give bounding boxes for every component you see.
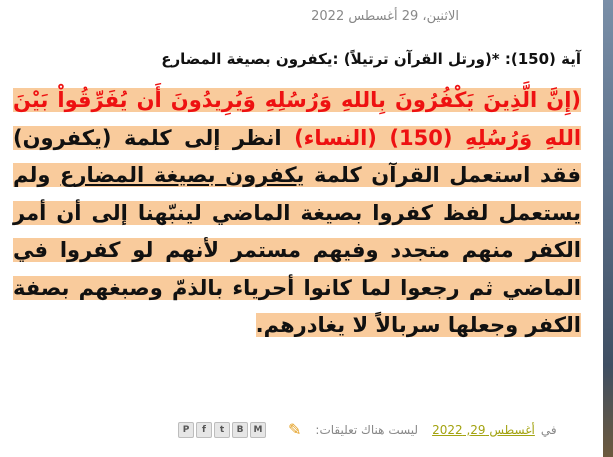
quran-verse: (إِنَّ الَّذِينَ يَكْفُرُونَ بِاللهِ وَرُسُلِهِ وَيُرِيدُونَ أَن يُفَرِّقُواْ بَيْنَ اللهِ وَرُسُلِهِ — [13, 88, 582, 150]
twitter-share-button[interactable]: t — [214, 422, 230, 438]
post-title: آية (150): *(ورتل القرآن ترتيلاً) :يكفرون بصيغة المضارع — [161, 50, 581, 68]
body-text-part-2: ولم يستعمل لفظ كفروا بصيغة الماضي لينبّهنا إلى أن أمر الكفر منهم متجدد وفيهم مستمر لأنهم لو كفروا في الماضي ثم رجعوا لما كانوا أحرياء بالذمّ وصبغهم بصفة الكفر وجعلها سربالاً لا يغادرهم. — [13, 163, 581, 337]
body-text-part-1: انظر إلى كلمة (يكفرون) فقد استعمل القرآن كلمة — [13, 125, 581, 187]
blogger-share-button[interactable]: B — [232, 422, 248, 438]
post-body — [13, 82, 581, 345]
pinterest-share-button[interactable]: P — [178, 422, 194, 438]
email-share-button[interactable]: M — [250, 422, 266, 438]
underlined-phrase: يكفرون بصيغة المضارع — [60, 163, 305, 187]
post-timestamp-link[interactable]: أغسطس 29, 2022 — [432, 422, 535, 437]
post-date-header: الاثنين، 29 أغسطس 2022 — [311, 9, 459, 24]
background-strip — [603, 0, 613, 457]
verse-reference: (150) (النساء) — [294, 125, 453, 150]
posted-in-label: في — [540, 422, 557, 437]
comments-link[interactable]: ليست هناك تعليقات: — [315, 422, 419, 437]
share-buttons — [178, 422, 266, 438]
facebook-share-button[interactable]: f — [196, 422, 212, 438]
pencil-icon[interactable]: ✎ — [288, 420, 302, 439]
post-footer — [178, 420, 557, 439]
